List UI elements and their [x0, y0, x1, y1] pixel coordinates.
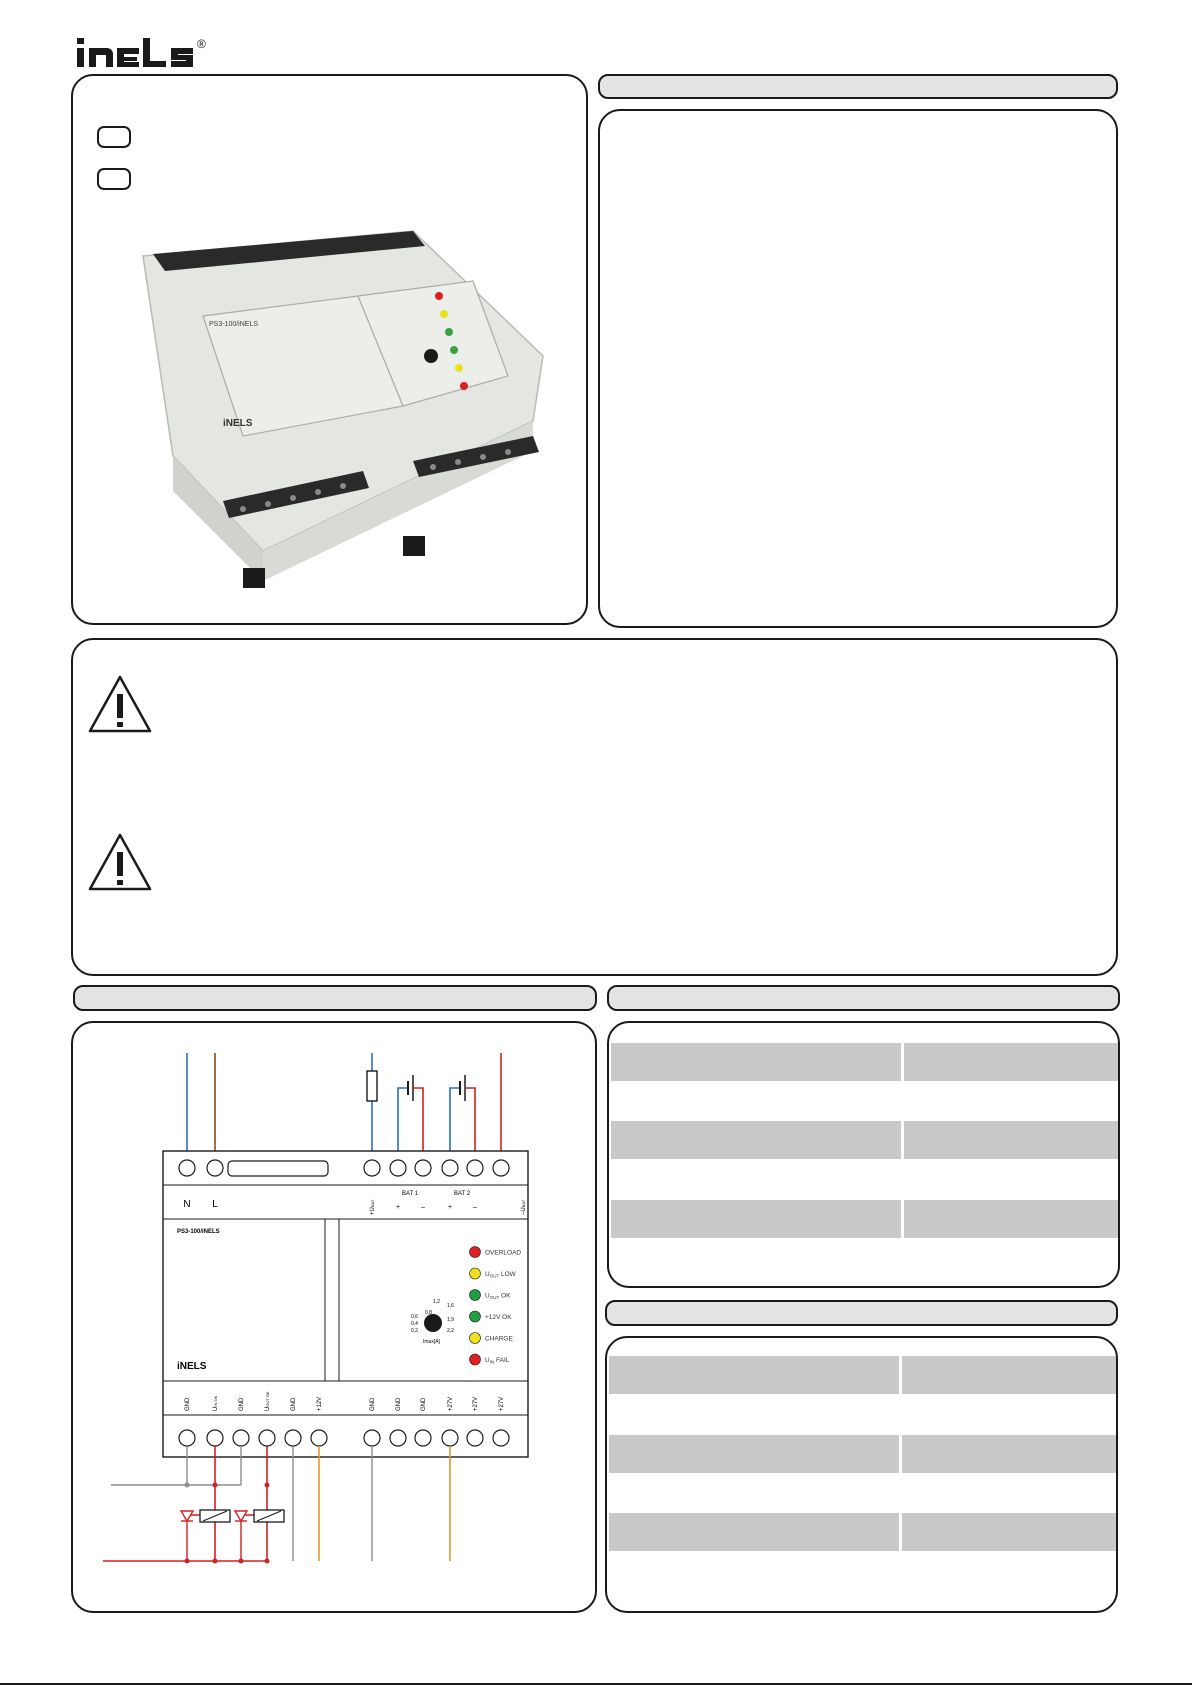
led-5 — [470, 1354, 481, 1365]
table1-row-3-left — [611, 1121, 901, 1159]
table1-row-3-right — [904, 1121, 1120, 1159]
header-bar-wiring — [73, 985, 597, 1011]
table-panel-1 — [607, 1021, 1120, 1288]
bottom-terminal-label-0: GND — [185, 1397, 191, 1411]
led-label-1: $U_{OUT}$ LOW — [485, 1271, 516, 1279]
led-label-2: $U_{OUT}$ OK — [485, 1292, 511, 1300]
table1-row-5-right — [904, 1200, 1120, 1238]
schematic-inels-logo: iNELS — [177, 1361, 207, 1372]
led-2 — [470, 1290, 481, 1301]
table2-row-3-right — [902, 1435, 1118, 1473]
wiring-panel — [71, 1021, 597, 1613]
fuse-symbol — [367, 1071, 377, 1101]
led-4 — [470, 1333, 481, 1344]
bottom-terminal-label-7: GND — [396, 1397, 402, 1411]
terminal-n-label: N — [183, 1199, 191, 1210]
bottom-terminal-label-1: UIN OK — [213, 1395, 219, 1411]
photo-led-12v-ok — [450, 346, 458, 354]
bottom-terminal-label-9: +27V — [448, 1396, 454, 1411]
photo-led-uout-ok — [445, 328, 453, 336]
info-panel-right-top — [598, 109, 1118, 628]
table1-row-1-left — [611, 1043, 901, 1081]
svg-text:0,2: 0,2 — [411, 1328, 418, 1334]
svg-text:1,6: 1,6 — [447, 1303, 454, 1309]
photo-led-overload — [435, 292, 443, 300]
product-image — [113, 226, 553, 626]
led-3 — [470, 1311, 481, 1322]
imax-dial[interactable] — [424, 1314, 442, 1332]
ubat-label-0: +UBAT — [370, 1199, 376, 1215]
table1-row-1-right — [904, 1043, 1120, 1081]
bottom-terminal-label-5: +12V — [317, 1396, 323, 1411]
inels-logo — [75, 36, 235, 70]
header-bar-right-top — [598, 74, 1118, 99]
svg-text:–: – — [421, 1204, 425, 1211]
table2-row-1-left — [609, 1356, 899, 1394]
svg-text:–: – — [473, 1204, 477, 1211]
table1-row-5-left — [611, 1200, 901, 1238]
header-bar-table-1 — [607, 985, 1120, 1011]
bottom-terminal-label-2: GND — [239, 1397, 245, 1411]
warning-panel — [71, 638, 1118, 976]
diode-2 — [235, 1511, 247, 1521]
schematic-model-label: PS3-100/iNELS — [177, 1229, 220, 1235]
photo-led-uin-fail — [460, 382, 468, 390]
bottom-terminal-label-4: GND — [291, 1397, 297, 1411]
bottom-terminal-label-6: GND — [370, 1397, 376, 1411]
led-label-5: $U_{IN}$ FAIL — [485, 1357, 510, 1365]
device-photo-logo: iNELS — [223, 418, 253, 429]
language-box-1 — [97, 126, 131, 148]
photo-dial — [424, 349, 438, 363]
svg-text:1,2: 1,2 — [433, 1299, 440, 1305]
led-label-4: CHARGE — [485, 1335, 513, 1343]
svg-text:0,8: 0,8 — [425, 1310, 432, 1316]
product-panel — [71, 74, 588, 625]
photo-led-uout-low — [440, 310, 448, 318]
bottom-terminal-label-3: UOUT OK — [265, 1391, 271, 1411]
table2-row-5-right — [902, 1513, 1118, 1551]
svg-text:1,9: 1,9 — [447, 1317, 454, 1323]
table2-row-3-left — [609, 1435, 899, 1473]
svg-text:+: + — [447, 1204, 453, 1211]
warning-icon — [87, 674, 153, 734]
ubat-label-1: –UBAT — [521, 1199, 527, 1215]
diode-1 — [181, 1511, 193, 1521]
photo-led-charge — [455, 364, 463, 372]
led-1 — [470, 1268, 481, 1279]
svg-text:2,2: 2,2 — [447, 1328, 454, 1334]
warning-icon-2 — [87, 832, 153, 892]
table2-row-5-left — [609, 1513, 899, 1551]
bottom-terminal-label-8: GND — [421, 1397, 427, 1411]
device-photo-model: PS3-100/iNELS — [209, 321, 259, 328]
led-label-3: +12V OK — [485, 1314, 512, 1321]
bat2-label: BAT 2 — [453, 1191, 471, 1197]
table2-row-1-right — [902, 1356, 1118, 1394]
wiring-diagram — [73, 1023, 599, 1615]
svg-text:0,6: 0,6 — [411, 1314, 418, 1320]
imax-label: Imax[A] — [423, 1339, 440, 1345]
bottom-terminal-label-11: +27V — [499, 1396, 505, 1411]
language-box-2 — [97, 168, 131, 190]
led-label-0: OVERLOAD — [485, 1249, 522, 1257]
svg-text:+: + — [395, 1204, 401, 1211]
bottom-terminal-label-10: +27V — [473, 1396, 479, 1411]
registered-mark: ® — [197, 37, 206, 51]
led-0 — [470, 1247, 481, 1258]
svg-text:0,4: 0,4 — [411, 1321, 418, 1327]
terminal-l-label: L — [212, 1199, 218, 1210]
table-panel-2 — [605, 1336, 1118, 1613]
bat1-label: BAT 1 — [401, 1191, 419, 1197]
header-bar-table-2 — [605, 1300, 1118, 1326]
